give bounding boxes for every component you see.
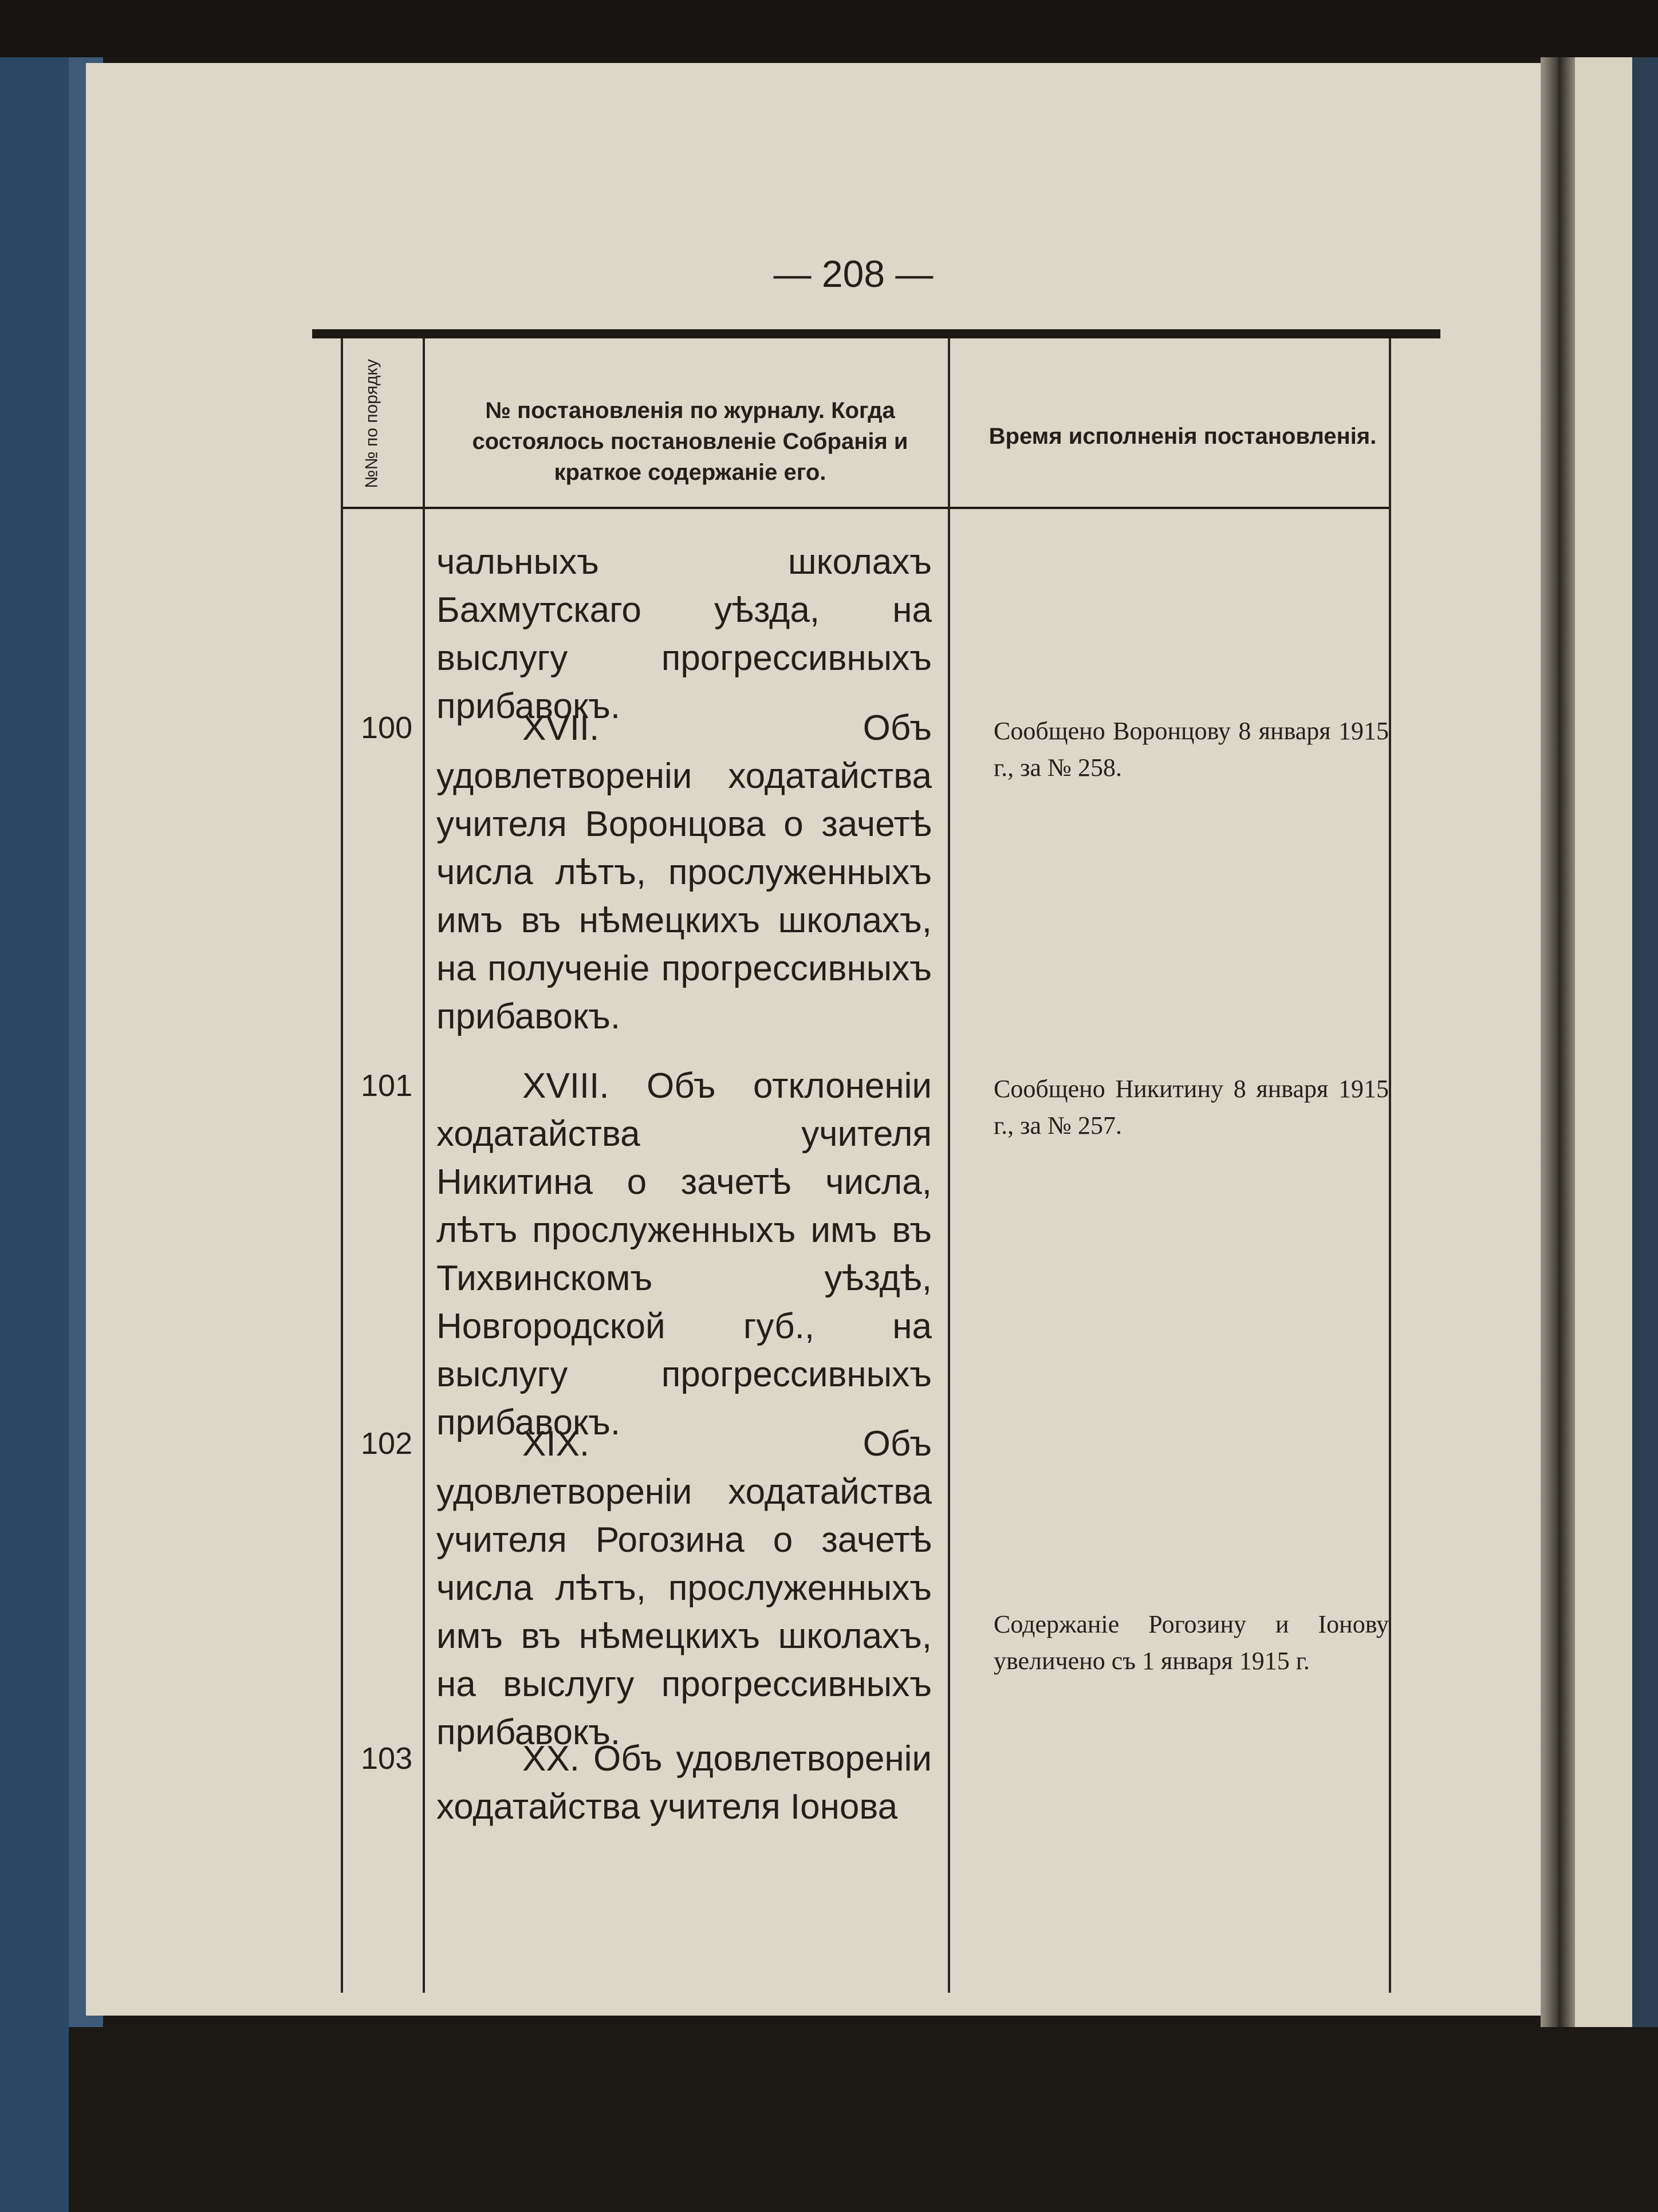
header-divider bbox=[341, 507, 1389, 509]
row-100-note: Сообщено Воронцову 8 января 1915 г., за № 258. bbox=[994, 717, 1389, 782]
header-resolution-column: № постановленія по журналу. Когда состоялось постановленіе Собранія и краткое содержаніе его. bbox=[472, 398, 908, 485]
table-left-border bbox=[341, 338, 343, 1993]
table-right-border bbox=[1389, 338, 1391, 1993]
page-number: — 208 — bbox=[773, 253, 934, 295]
row-102-note: Содержаніе Рогозину и Іонову увеличено съ 1 января 1915 г. bbox=[994, 1610, 1389, 1675]
row-101-number: 101 bbox=[361, 1068, 413, 1103]
row-103-number: 103 bbox=[361, 1741, 413, 1776]
row-100-text: XVII. Объ удовлетвореніи ходатайства учителя Воронцова о зачетѣ числа лѣтъ, прослуженныхъ имъ въ нѣмецкихъ школахъ, на полученіе прогрессивныхъ прибавокъ. bbox=[436, 708, 932, 1036]
table-top-rule bbox=[312, 329, 1440, 338]
book-cover-right bbox=[1632, 57, 1658, 2027]
continuation-text: чальныхъ школахъ Бахмутскаго уѣзда, на выслугу прогрессивныхъ прибавокъ. bbox=[436, 542, 932, 726]
book-gutter bbox=[1541, 57, 1575, 2027]
row-101-note: Сообщено Никитину 8 января 1915 г., за № 257. bbox=[994, 1075, 1389, 1139]
row-100-number: 100 bbox=[361, 711, 413, 745]
column-divider-1 bbox=[423, 338, 425, 1993]
header-execution-column: Время исполненія постановленія. bbox=[989, 424, 1377, 449]
header-number-column: №№ по порядку bbox=[363, 359, 381, 488]
book-cover-bottom bbox=[69, 2027, 1658, 2212]
row-102-text: XIX. Объ удовлетвореніи ходатайства учителя Рогозина о зачетѣ числа лѣтъ, прослуженныхъ имъ въ нѣмецкихъ школахъ, на выслугу прогрессивныхъ прибавокъ. bbox=[436, 1424, 932, 1752]
book-cover-top bbox=[0, 0, 1658, 57]
row-103-text: XX. Объ удовлетвореніи ходатайства учителя Іонова bbox=[436, 1739, 932, 1827]
row-101-text: XVIII. Объ отклоненіи ходатайства учителя Никитина о зачетѣ числа, лѣтъ прослуженныхъ имъ въ Тихвинскомъ уѣздѣ, Новгородской губ., на выслугу прогрессивныхъ прибавокъ. bbox=[436, 1066, 932, 1442]
row-102-number: 102 bbox=[361, 1426, 413, 1461]
column-divider-2 bbox=[948, 338, 950, 1993]
